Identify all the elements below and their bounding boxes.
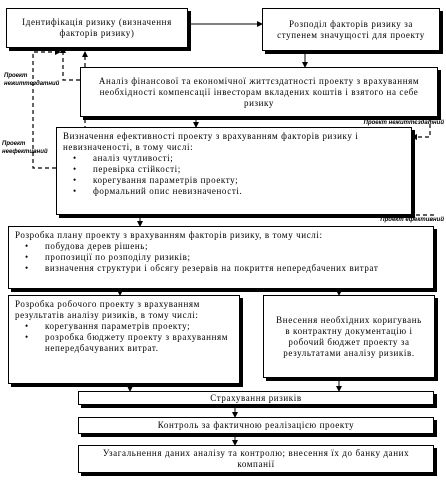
working-title: Розробка робочого проекту з врахуванням результатів аналізу ризиків, в тому числі: xyxy=(15,299,200,320)
dashed-loop-not-viable xyxy=(63,48,80,80)
generalization-box xyxy=(78,445,434,473)
distribution-text: Розподіл факторів ризику за ступенем значущості для проекту xyxy=(277,18,425,40)
plan-title: Розробка плану проекту з врахуванням факторів ризику, в тому числі: xyxy=(15,230,323,240)
list-item: • визначення структури і обсягу резервів на покриття непередбачених витрат xyxy=(45,263,427,274)
efficiency-list xyxy=(63,153,405,197)
list-item: • перевірка стійкості; xyxy=(93,164,405,175)
insurance-text: Страхування ризиків xyxy=(210,392,302,403)
adjustments-box xyxy=(263,295,435,378)
working-project-box xyxy=(8,295,240,384)
identification-box xyxy=(6,8,188,48)
generalization-text: Узагальнення даних аналізу та контролю; внесення їх до банку даних компанії xyxy=(102,448,410,469)
list-item: • формальний опис невизначеності. xyxy=(93,186,405,197)
distribution-box xyxy=(262,8,440,51)
list-item: • аналіз чутливості; xyxy=(93,153,405,164)
list-item: • корегування параметрів проекту; xyxy=(93,175,405,186)
analysis-text: Аналіз фінансової та економічної життєздатності проекту з врахуванням необхідності компенсації інвесторам вкладених коштів і взятого на себе ризику xyxy=(98,75,420,108)
list-item: • побудова дерев рішень; xyxy=(45,241,427,252)
label-not-efficient-left: Проект неефективний xyxy=(2,141,48,155)
label-efficient: Проект ефективний xyxy=(380,217,444,223)
label-not-viable-right: Проект нежиттєздатний xyxy=(363,120,444,126)
insurance-box xyxy=(78,391,434,405)
adjustments-text: Внесення необхідних коригувань в контрактну документацію і робочий бюджет проекту за результатами аналізу ризиків. xyxy=(276,314,422,358)
analysis-box xyxy=(80,67,438,117)
working-list xyxy=(15,321,233,354)
control-text: Контроль за фактичною реалізацією проекту xyxy=(157,420,355,430)
efficiency-title: Визначення ефективності проекту з врахуванням факторів ризику і невизначеності, в тому числі: xyxy=(63,131,359,152)
plan-list xyxy=(15,241,427,274)
control-box xyxy=(78,417,434,434)
list-item: • розробка бюджету проекту з врахуванням непередбачуваних витрат. xyxy=(45,332,233,354)
plan-box xyxy=(8,226,434,289)
list-item: • пропозиції по розподілу ризиків; xyxy=(45,252,427,263)
label-not-viable-left: Проект нежиттєздатний xyxy=(4,73,60,87)
list-item: • корегування параметрів проекту; xyxy=(45,321,233,332)
identification-text: Ідентифікація ризику (визначення факторів ризику) xyxy=(22,17,172,38)
efficiency-box xyxy=(56,127,412,215)
